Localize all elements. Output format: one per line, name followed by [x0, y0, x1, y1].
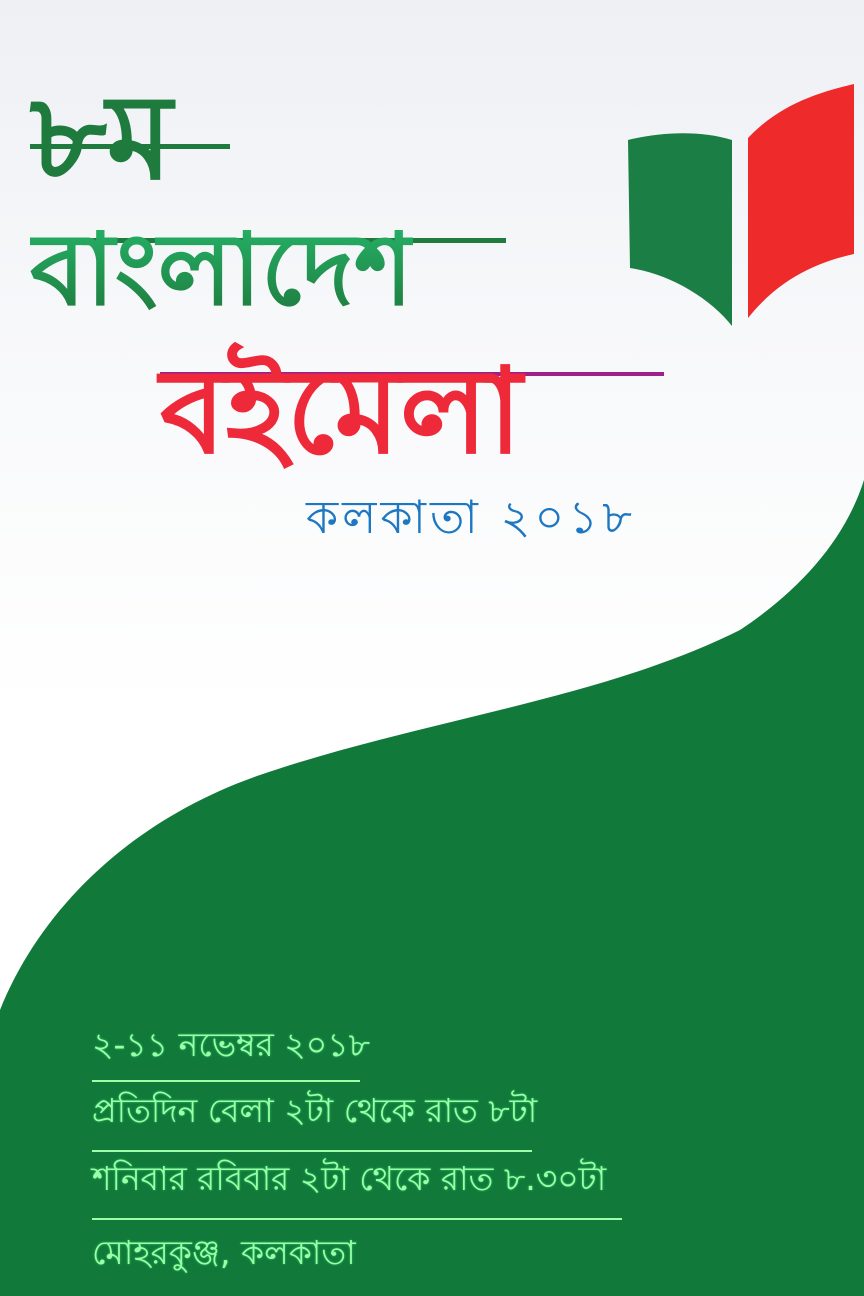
divider [92, 1218, 622, 1220]
book-fair-title: বইমেলা [160, 342, 523, 480]
event-dates: ২-১১ নভেম্বর ২০১৮ [92, 1025, 371, 1064]
edition-title: ৮ম [30, 68, 173, 206]
venue: মোহরকুঞ্জ, কলকাতা [92, 1233, 356, 1272]
city-year-subtitle: কলকাতা ২০১৮ [306, 490, 636, 544]
weekday-hours: প্রতিদিন বেলা ২টা থেকে রাত ৮টা [92, 1091, 538, 1130]
book-flag-logo-icon [620, 78, 860, 328]
divider [92, 1150, 532, 1152]
country-title: বাংলাদেশ [30, 211, 414, 328]
divider [92, 1080, 360, 1082]
weekend-hours: শনিবার রবিবার ২টা থেকে রাত ৮.৩০টা [92, 1159, 607, 1198]
